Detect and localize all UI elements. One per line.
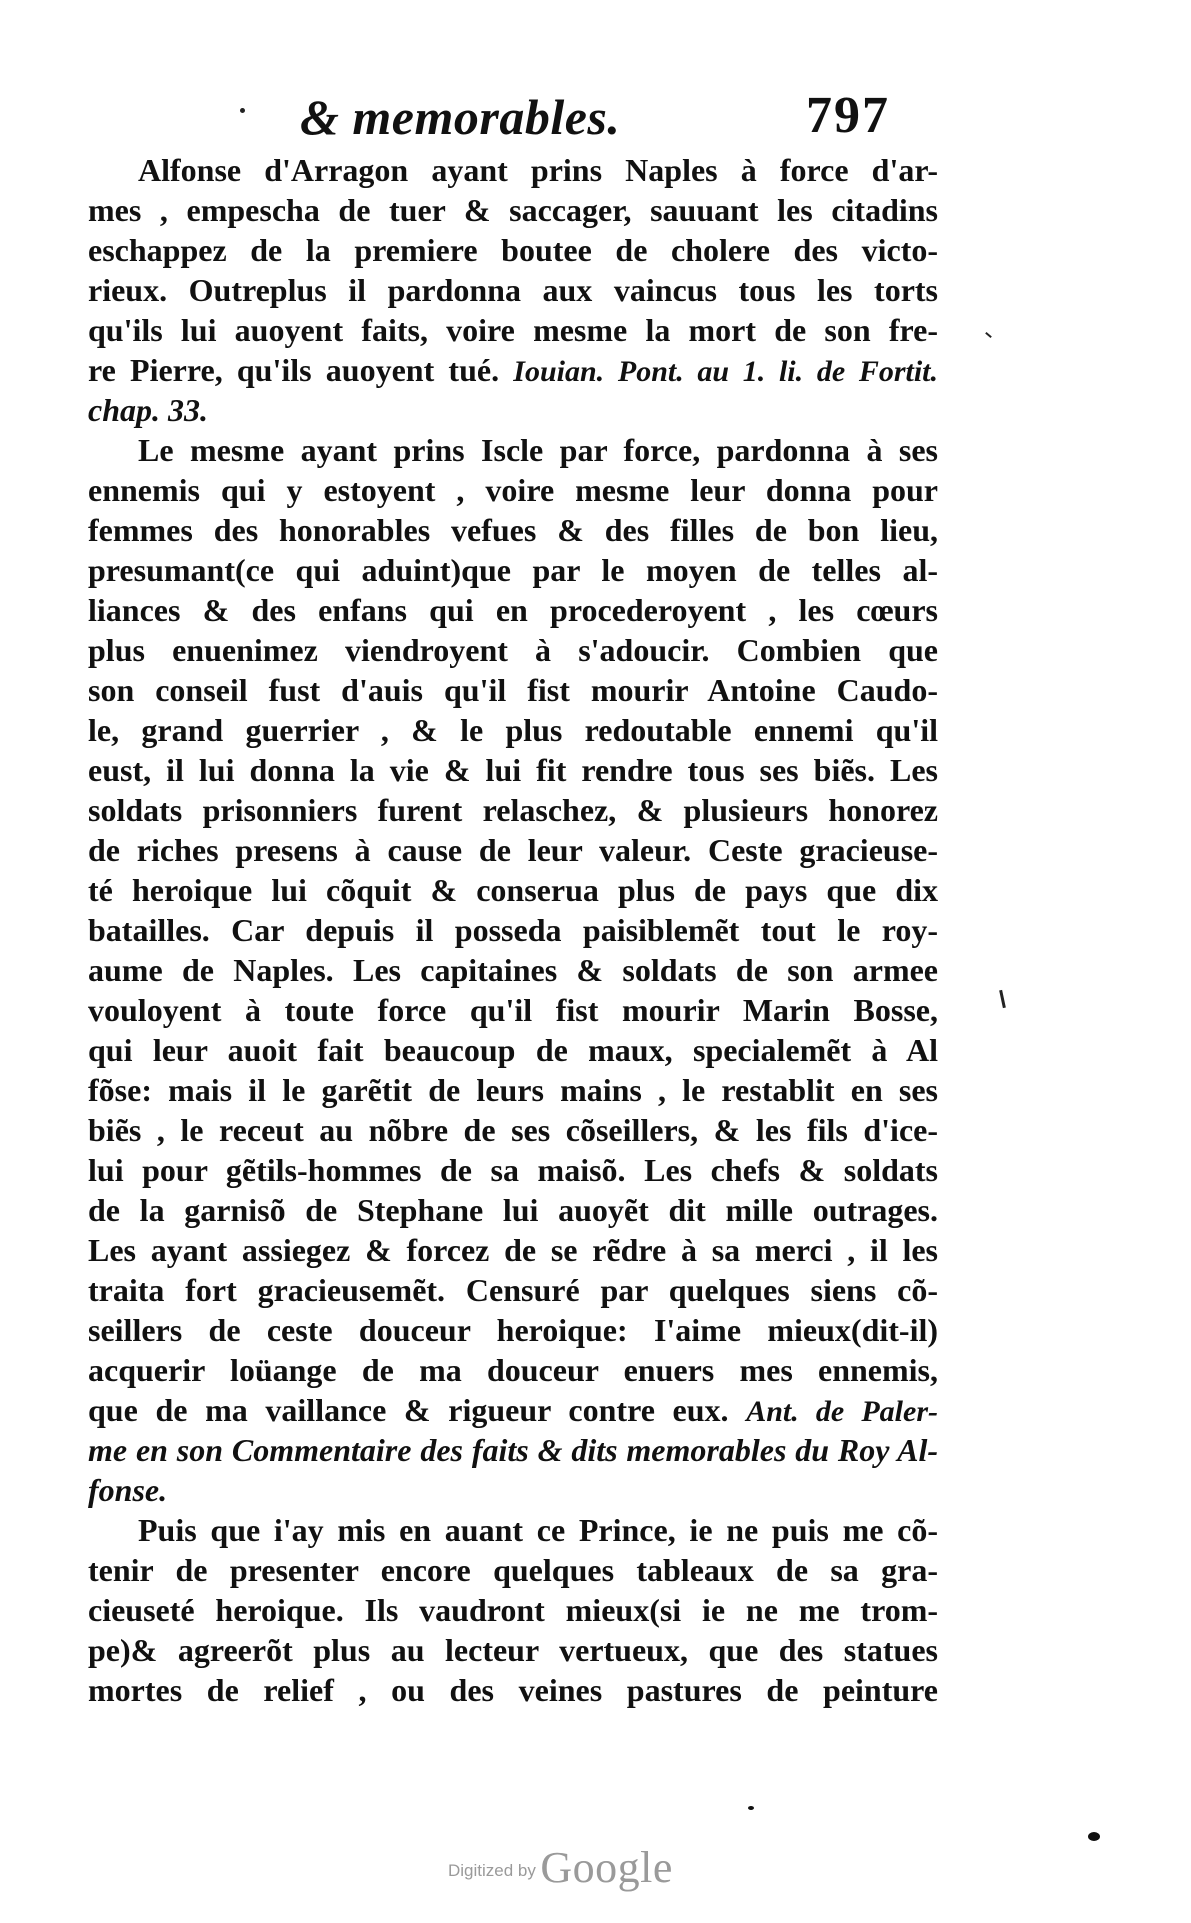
text-line — [88, 390, 938, 430]
line-text: qui leur auoit fait beaucoup de maux, specialemẽt à Al — [88, 1032, 938, 1068]
text-line — [88, 1510, 938, 1550]
text-line — [88, 630, 938, 670]
line-text: Alfonse d'Arragon ayant prins Naples à force d'ar- — [138, 152, 938, 188]
line-text: re Pierre, qu'ils auoyent tué. — [88, 352, 500, 388]
text-line — [88, 230, 938, 270]
text-line — [88, 670, 938, 710]
text-line — [88, 1070, 938, 1110]
body-text — [88, 150, 938, 1710]
line-text: cieuseté heroique. Ils vaudront mieux(si ie ne me trom- — [88, 1592, 938, 1628]
line-text: plus enuenimez viendroyent à s'adoucir. Combien que — [88, 632, 938, 668]
line-text: qu'ils lui auoyent faits, voire mesme la mort de son fre- — [88, 312, 938, 348]
margin-mark — [985, 332, 992, 338]
line-text: traita fort gracieusemẽt. Censuré par quelques siens cõ- — [88, 1272, 938, 1308]
text-line — [88, 1590, 938, 1630]
line-text: de la garnisõ de Stephane lui auoyẽt dit mille outrages. — [88, 1192, 938, 1228]
line-text: Puis que i'ay mis en auant ce Prince, ie ne puis me cõ- — [138, 1512, 938, 1548]
line-text: mortes de relief , ou des veines pastures de peinture — [88, 1672, 938, 1708]
line-text: té heroique lui cõquit & conserua plus de pays que dix — [88, 872, 938, 908]
text-line — [88, 790, 938, 830]
text-line — [88, 710, 938, 750]
page-speck — [1088, 1832, 1100, 1841]
line-text: me en son Commentaire des faits & dits memorables du Roy Al- — [88, 1432, 938, 1468]
line-text: lui pour gẽtils-hommes de sa maisõ. Les chefs & soldats — [88, 1152, 938, 1188]
watermark-prefix: Digitized by — [448, 1861, 536, 1880]
line-text: rieux. Outreplus il pardonna aux vaincus tous les torts — [88, 272, 938, 308]
text-line — [88, 350, 938, 390]
page-speck — [240, 108, 245, 113]
citation: Ant. de Paler- — [746, 1395, 938, 1428]
line-text: presumant(ce qui aduint)que par le moyen de telles al- — [88, 552, 938, 588]
line-text: soldats prisonniers furent relaschez, & plusieurs honorez — [88, 792, 938, 828]
text-line — [88, 1150, 938, 1190]
line-text: son conseil fust d'auis qu'il fist mourir Antoine Caudo- — [88, 672, 938, 708]
text-line — [88, 950, 938, 990]
line-text: seillers de ceste douceur heroique: I'aime mieux(dit-il) — [88, 1312, 938, 1348]
text-line — [88, 510, 938, 550]
text-line — [88, 1550, 938, 1590]
digitized-watermark — [448, 1842, 673, 1893]
text-line — [88, 1350, 938, 1390]
line-text: chap. 33. — [88, 392, 208, 428]
text-line — [88, 830, 938, 870]
text-line — [88, 150, 938, 190]
page-number: 797 — [806, 87, 890, 144]
line-text: tenir de presenter encore quelques tableaux de sa gra- — [88, 1552, 938, 1588]
text-line — [88, 1030, 938, 1070]
line-text: femmes des honorables vefues & des filles de bon lieu, — [88, 512, 938, 548]
text-line — [88, 870, 938, 910]
text-line — [88, 470, 938, 510]
text-line — [88, 270, 938, 310]
line-text: eschappez de la premiere boutee de cholere des victo- — [88, 232, 938, 268]
text-line — [88, 750, 938, 790]
margin-mark — [999, 990, 1006, 1008]
text-line — [88, 1310, 938, 1350]
text-line — [88, 1190, 938, 1230]
text-line — [88, 990, 938, 1030]
text-line — [88, 1670, 938, 1710]
text-line — [88, 310, 938, 350]
google-logo: Google — [540, 1843, 673, 1892]
text-line — [88, 1390, 938, 1430]
line-text: biẽs , le receut au nõbre de ses cõseillers, & les fils d'ice- — [88, 1112, 938, 1148]
line-text: fõse: mais il le garẽtit de leurs mains , le restablit en ses — [88, 1072, 938, 1108]
line-text: batailles. Car depuis il posseda paisiblemẽt tout le roy- — [88, 912, 938, 948]
text-line — [88, 1270, 938, 1310]
line-text: le, grand guerrier , & le plus redoutable ennemi qu'il — [88, 712, 938, 748]
text-line — [88, 910, 938, 950]
line-text: liances & des enfans qui en procederoyent , les cœurs — [88, 592, 938, 628]
text-line — [88, 1430, 938, 1470]
line-text: que de ma vaillance & rigueur contre eux. — [88, 1392, 729, 1428]
line-text: Le mesme ayant prins Iscle par force, pardonna à ses — [138, 432, 938, 468]
text-line — [88, 430, 938, 470]
text-line — [88, 1470, 938, 1510]
text-line — [88, 190, 938, 230]
text-line — [88, 590, 938, 630]
citation: Iouian. Pont. au 1. li. de Fortit. — [513, 355, 938, 388]
text-line — [88, 1630, 938, 1670]
line-text: mes , empescha de tuer & saccager, sauuant les citadins — [88, 192, 938, 228]
text-line — [88, 550, 938, 590]
text-line — [88, 1230, 938, 1270]
line-text: de riches presens à cause de leur valeur. Ceste gracieuse- — [88, 832, 938, 868]
line-text: ennemis qui y estoyent , voire mesme leur donna pour — [88, 472, 938, 508]
page-speck — [748, 1806, 754, 1810]
line-text: acquerir loüange de ma douceur enuers mes ennemis, — [88, 1352, 938, 1388]
line-text: eust, il lui donna la vie & lui fit rendre tous ses biẽs. Les — [88, 752, 938, 788]
text-line — [88, 1110, 938, 1150]
line-text: Les ayant assiegez & forcez de se rẽdre à sa merci , il les — [88, 1232, 938, 1268]
line-text: fonse. — [88, 1472, 168, 1508]
running-title: & memorables. — [300, 89, 621, 145]
line-text: pe)& agreerõt plus au lecteur vertueux, que des statues — [88, 1632, 938, 1668]
line-text: aume de Naples. Les capitaines & soldats de son armee — [88, 952, 938, 988]
line-text: vouloyent à toute force qu'il fist mourir Marin Bosse, — [88, 992, 938, 1028]
